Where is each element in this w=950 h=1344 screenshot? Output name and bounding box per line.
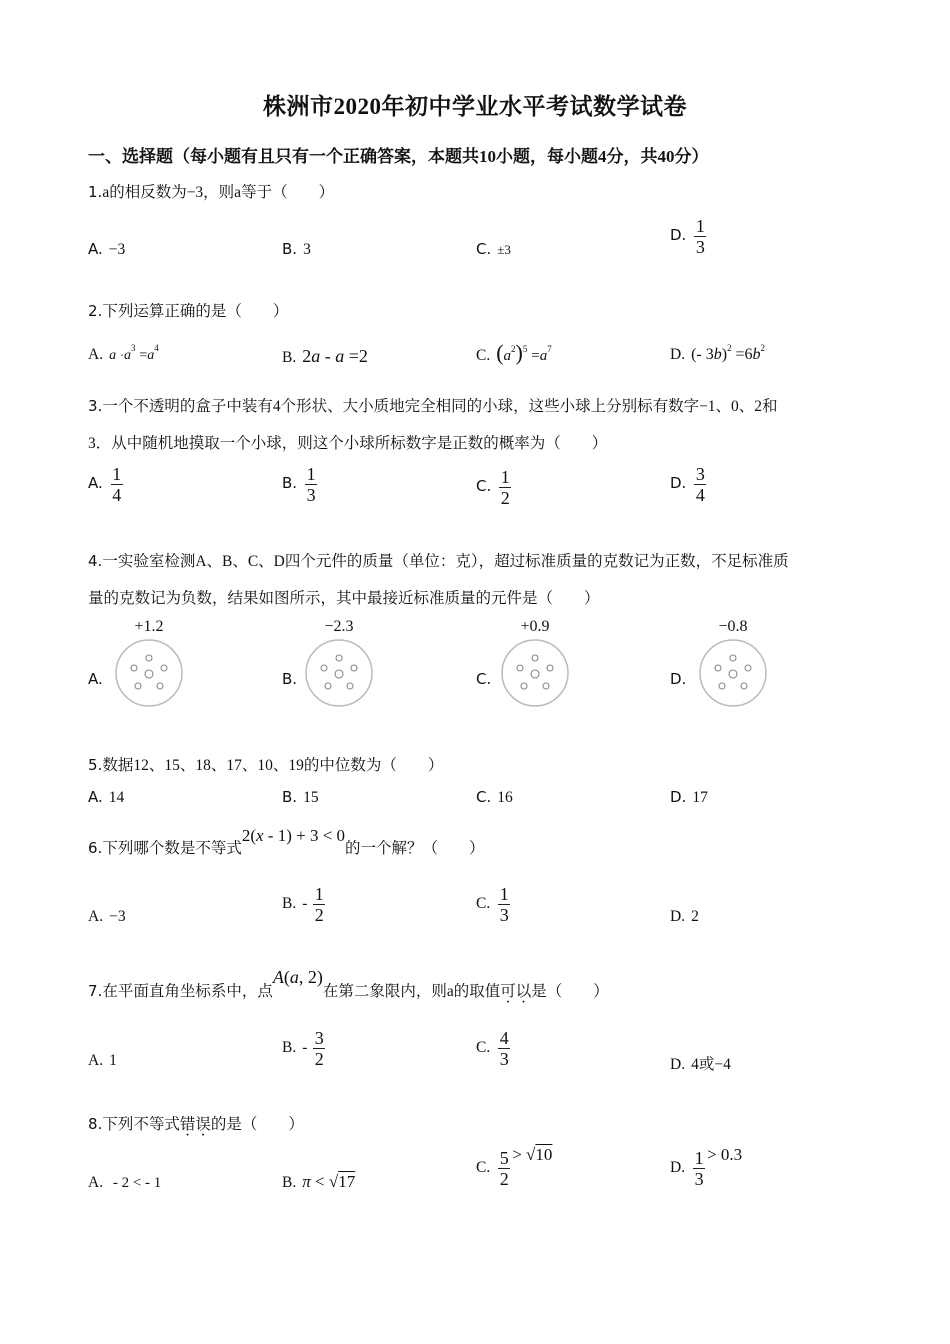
- q7-option-c: C. $\frac{4}{3}$: [476, 1028, 509, 1069]
- inequality: 2(x - 1) + 3 < 0: [241, 826, 346, 845]
- q8-option-a: A. - 2 < - 1: [88, 1174, 162, 1191]
- q4-option-d-letter: D.: [670, 670, 687, 688]
- question-text: a的相反数为−3，则a等于（ ）: [102, 184, 335, 201]
- component-c-label: +0.9: [520, 618, 550, 635]
- q4-option-b-letter: B.: [282, 670, 298, 688]
- q2-option-b: B. 2a - a =2: [282, 346, 368, 366]
- q5-option-c: C. 16: [476, 788, 513, 806]
- question-7: 7.在平面直角坐标系中，点A(a, 2)在第二象限内，则a的取值可以是（ ）: [88, 967, 609, 1000]
- component-d-label: −0.8: [718, 618, 748, 635]
- component-b-figure: [302, 618, 376, 715]
- component-d-disc: [696, 636, 770, 710]
- q5-option-d: D. 17: [670, 788, 708, 806]
- point-a: A(a, 2): [272, 967, 323, 987]
- q8-option-d: D. $\frac{1}{3}$ > 0.3: [670, 1145, 743, 1189]
- q1-option-a: A. −3: [88, 240, 126, 258]
- question-number: 1.: [88, 183, 103, 201]
- component-c-disc: [498, 636, 572, 710]
- q8-option-b: B. π < √17: [282, 1172, 356, 1191]
- question-3-line2: 3．从中随机地摸取一个小球，则这个小球所标数字是正数的概率为（ ）: [88, 435, 608, 452]
- question-5: 5.数据12、15、18、17、10、19的中位数为（ ）: [88, 756, 444, 774]
- question-2: 2.下列运算正确的是（ ）: [88, 302, 289, 320]
- q7-option-a: A. 1: [88, 1052, 117, 1069]
- q7-option-d: D. 4或−4: [670, 1056, 731, 1073]
- q6-option-b: B. - $\frac{1}{2}$: [282, 884, 324, 925]
- q3-option-d: D. $\frac{3}{4}$: [670, 464, 705, 505]
- component-a-disc: [112, 636, 186, 710]
- q6-option-d: D. 2: [670, 908, 699, 925]
- page-title: 株洲市2020年初中学业水平考试数学试卷: [263, 94, 687, 119]
- question-4: 4.一实验室检测A、B、C、D四个元件的质量（单位：克），超过标准质量的克数记为正数，不足标准质: [88, 552, 789, 570]
- component-c-figure: [498, 618, 572, 715]
- q5-option-b: B. 15: [282, 788, 319, 806]
- question-1: [88, 180, 334, 202]
- q2-option-d: D. (- $3b)^2 =6b^2$: [670, 343, 765, 363]
- question-8: 8.下列不等式错误的是（ ）: [88, 1115, 304, 1133]
- q6-option-a: A. −3: [88, 908, 126, 925]
- q4-option-c-letter: C.: [476, 670, 492, 688]
- q1-option-b: B. 3: [282, 240, 311, 258]
- component-d-figure: [696, 618, 770, 715]
- component-a-figure: [112, 618, 186, 715]
- q2-option-c: C. $(a^2)^5 =a^7$: [476, 340, 552, 365]
- q1-option-d: D. $\frac{1}{3}$: [670, 216, 705, 257]
- q6-option-c: C. $\frac{1}{3}$: [476, 884, 509, 925]
- component-b-label: −2.3: [324, 618, 354, 635]
- question-3: 3.一个不透明的盒子中装有4个形状、大小质地完全相同的小球，这些小球上分别标有数字−1、0、2和: [88, 397, 778, 415]
- q8-option-c: C. $\frac{5}{2}$ > √10: [476, 1145, 553, 1189]
- question-6: 6.下列哪个数是不等式2(x - 1) + 3 < 0的一个解？（ ）: [88, 826, 485, 857]
- q3-option-a: A. $\frac{1}{4}$: [88, 464, 122, 505]
- q2-option-a: A. $a \cdot a^3 =a^4$: [88, 343, 159, 363]
- q1-option-c: C. ±3: [476, 240, 511, 258]
- question-4-line2: 量的克数记为负数，结果如图所示，其中最接近标准质量的元件是（ ）: [88, 590, 600, 607]
- q4-option-a-letter: A.: [88, 670, 103, 688]
- q5-option-a: A. 14: [88, 788, 125, 806]
- section-heading: 一、选择题（每小题有且只有一个正确答案，本题共10小题，每小题4分，共40分）: [88, 147, 709, 166]
- q3-option-c: C. $\frac{1}{2}$: [476, 467, 510, 508]
- component-b-disc: [302, 636, 376, 710]
- q7-option-b: B. - $\frac{3}{2}$: [282, 1028, 324, 1069]
- q3-option-b: B. $\frac{1}{3}$: [282, 464, 316, 505]
- component-a-label: +1.2: [134, 618, 164, 635]
